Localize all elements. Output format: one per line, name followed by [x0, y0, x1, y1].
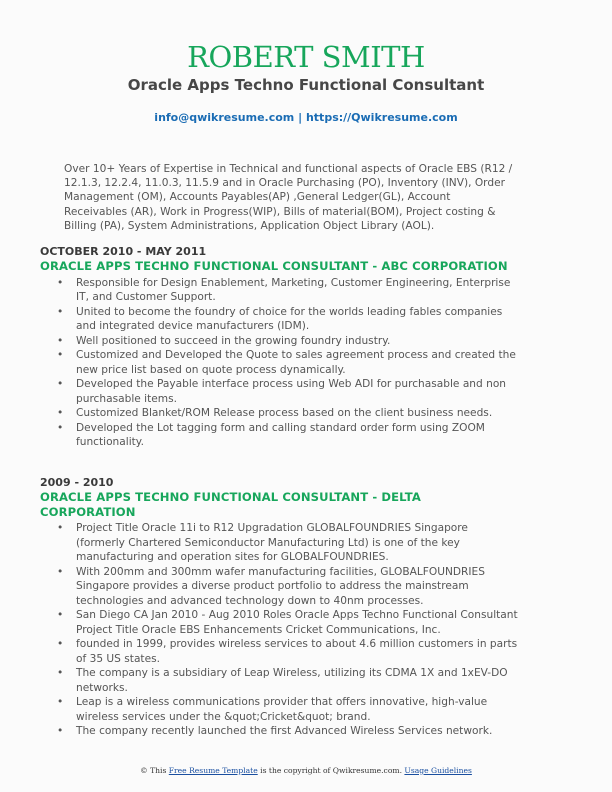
list-item: • United to become the foundry of choice for the worlds leading fables companies and integrated device manufacturers (IDM). [40, 305, 520, 334]
footer-copyright: is the copyright of Qwikresume.com. [257, 766, 405, 775]
list-item: • Developed the Payable interface process using Web ADI for purchasable and non purchasable items. [40, 377, 520, 406]
contact-line [0, 111, 612, 124]
job-date: OCTOBER 2010 - MAY 2011 [40, 245, 207, 258]
separator: | [294, 111, 306, 124]
list-item: • Leap is a wireless communications provider that offers innovative, high-value wireless services under the &quot;Cricket&quot; brand. [40, 695, 520, 724]
job-heading: ORACLE APPS TECHNO FUNCTIONAL CONSULTANT - DELTA CORPORATION [40, 490, 421, 519]
job-title: Oracle Apps Techno Functional Consultant [127, 76, 485, 94]
list-item: • The company recently launched the first Advanced Wireless Services network. [40, 724, 520, 739]
list-item: • founded in 1999, provides wireless services to about 4.6 million customers in parts of 35 US states. [40, 637, 520, 666]
list-item: • Project Title Oracle 11i to R12 Upgradation GLOBALFOUNDRIES Singapore (formerly Chartered Semiconductor Manufacturing Ltd) is one of the key manufacturing and operation sites for GLOBALFOUNDRIES. [40, 521, 520, 565]
footer-prefix: © This [140, 766, 169, 775]
list-item: • Developed the Lot tagging form and calling standard order form using ZOOM functionality. [40, 421, 520, 450]
job-bullets [40, 276, 520, 450]
footer [0, 766, 612, 775]
job-heading: ORACLE APPS TECHNO FUNCTIONAL CONSULTANT - ABC CORPORATION [40, 259, 508, 273]
free-resume-template-link[interactable]: Free Resume Template [168, 766, 258, 775]
list-item: • The company is a subsidiary of Leap Wireless, utilizing its CDMA 1X and 1xEV-DO networks. [40, 666, 520, 695]
candidate-name: ROBERT SMITH [187, 40, 425, 74]
usage-guidelines-link[interactable]: Usage Guidelines [404, 766, 472, 775]
list-item: • With 200mm and 300mm wafer manufacturing facilities, GLOBALFOUNDRIES Singapore provides a diverse product portfolio to address the mainstream technologies and advanced technology down to 40nm processes. [40, 565, 520, 609]
list-item: • San Diego CA Jan 2010 - Aug 2010 Roles Oracle Apps Techno Functional Consultant Project Title Oracle EBS Enhancements Cricket Communications, Inc. [40, 608, 520, 637]
email-link[interactable]: info@qwikresume.com [154, 111, 295, 124]
job-section [40, 245, 520, 450]
job-date: 2009 - 2010 [40, 476, 114, 489]
summary: Over 10+ Years of Expertise in Technical and functional aspects of Oracle EBS (R12 / 12.1.3, 12.2.4, 11.0.3, 11.5.9 and in Oracle Purchasing (PO), Inventory (INV), Order Management (OM), Accounts Payables(AP) ,General Ledger(GL), Account Receivables (AR), Work in Progress(WIP), Bills of material(BOM), Project costing & Billing (PA), System Administrations, Application Object Library (AOL). [64, 163, 513, 232]
job-section [40, 476, 520, 739]
website-link[interactable]: https://Qwikresume.com [305, 111, 458, 124]
list-item: • Customized Blanket/ROM Release process based on the client business needs. [40, 406, 520, 421]
list-item: • Customized and Developed the Quote to sales agreement process and created the new price list based on quote process dynamically. [40, 348, 520, 377]
list-item: • Well positioned to succeed in the growing foundry industry. [40, 334, 520, 349]
job-bullets [40, 521, 520, 739]
list-item: • Responsible for Design Enablement, Marketing, Customer Engineering, Enterprise IT, and Customer Support. [40, 276, 520, 305]
